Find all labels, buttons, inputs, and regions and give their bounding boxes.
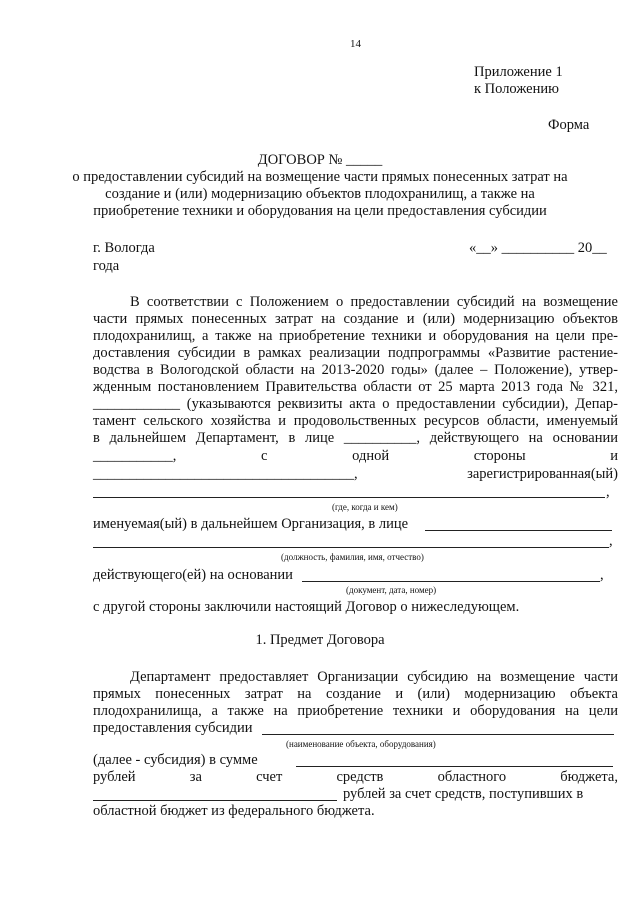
registration-comma: , (606, 484, 610, 500)
preamble-line-11: ____________________________________, зарегистрированная(ый) (93, 466, 618, 482)
preamble-line-10: ___________, с одной стороны и (93, 448, 618, 464)
position-comma: , (609, 533, 613, 549)
form-label: Форма (548, 117, 590, 133)
appendix-title: Приложение 1 (474, 64, 563, 80)
organization-line: именуемая(ый) в дальнейшем Организация, в лице (93, 516, 409, 532)
position-blank (93, 547, 609, 548)
year-word: года (93, 258, 120, 274)
appendix-subtitle: к Положению (474, 81, 559, 97)
document-hint: (документ, дата, номер) (346, 585, 437, 595)
contract-subtitle-line-1: о предоставлении субсидий на возмещение части прямых понесенных затрат на (72, 169, 568, 185)
section-1-line-1: Департамент предоставляет Организации субсидию на возмещение части (130, 669, 618, 685)
acting-basis-blank (302, 581, 600, 582)
amount-line: (далее - субсидия) в сумме (93, 752, 258, 768)
position-hint: (должность, фамилия, имя, отчество) (281, 552, 424, 562)
contract-subtitle-line-2: создание и (или) модернизацию объектов плодохранилищ, а также на (105, 186, 535, 202)
object-hint: (наименование объекта, оборудования) (286, 739, 436, 749)
preamble-line-5: водства в Вологодской области на 2013-2020 годы» (далее – Положение), утвер- (93, 362, 618, 378)
conclusion-line: с другой стороны заключили настоящий Договор о нижеследующем. (93, 599, 520, 615)
contract-date: «__» __________ 20__ (469, 240, 607, 256)
contract-title: ДОГОВОР № _____ (257, 152, 383, 168)
final-line: областной бюджет из федерального бюджета. (93, 803, 375, 819)
city: г. Вологда (93, 240, 155, 256)
federal-line-tail: рублей за счет средств, поступивших в (343, 786, 584, 802)
object-blank (262, 734, 614, 735)
acting-basis-label: действующего(ей) на основании (93, 567, 293, 583)
acting-basis-comma: , (600, 567, 604, 583)
preamble-line-7: ____________ (указываются реквизиты акта о предоставлении субсидии), Депар- (93, 396, 618, 412)
registration-blank (93, 497, 605, 498)
preamble-line-9: в дальнейшем Департамент, в лице __________, действующего на основании (93, 430, 618, 446)
section-1-line-3: плодохранилища, а также на приобретение техники и оборудования на цели (93, 703, 618, 719)
preamble-line-6: жденным постановлением Правительства области от 25 марта 2013 года № 321, (93, 379, 618, 395)
registration-hint: (где, когда и кем) (332, 502, 398, 512)
preamble-line-8: тамент сельского хозяйства и продовольственных ресурсов области, именуемый (93, 413, 618, 429)
page-number: 14 (350, 38, 361, 50)
section-1-heading: 1. Предмет Договора (255, 632, 385, 648)
organization-representative-blank (425, 530, 612, 531)
amount-blank (296, 766, 613, 767)
preamble-line-1: В соответствии с Положением о предоставлении субсидий на возмещение (130, 294, 618, 310)
section-1-line-2: прямых понесенных затрат на создание и (или) модернизацию объекта (93, 686, 618, 702)
section-1-line-4: предоставления субсидии (93, 720, 253, 736)
contract-subtitle-line-3: приобретение техники и оборудования на цели предоставления субсидии (93, 203, 547, 219)
preamble-line-3: плодохранилищ, а также на приобретение техники и оборудования на цели пре- (93, 328, 618, 344)
preamble-line-4: доставления субсидии в рамках реализации подпрограммы «Развитие растение- (93, 345, 618, 361)
rubles-line: рублей за счет средств областного бюджета, (93, 769, 618, 785)
preamble-line-2: части прямых понесенных затрат на создание и (или) модернизацию объектов (93, 311, 618, 327)
federal-amount-blank (93, 800, 337, 801)
